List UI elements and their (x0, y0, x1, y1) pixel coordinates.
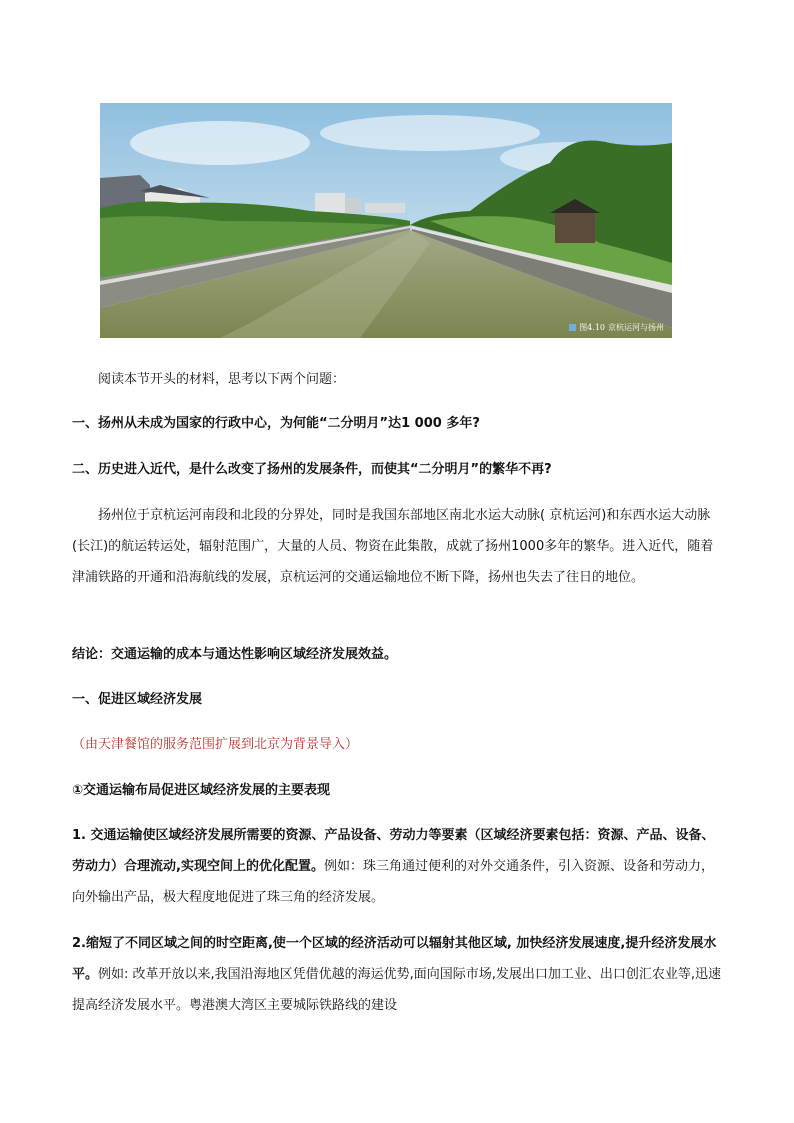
caption-text: 京杭运河与扬州 (608, 323, 664, 332)
point-2-example: 例如: 改革开放以来,我国沿海地区凭借优越的海运优势,面向国际市场,发展出口加工业、出口创汇农业等,迅速提高经济发展水平。粤港澳大湾区主要城际铁路线的建设 (72, 967, 722, 1013)
figure-caption (569, 322, 664, 333)
point-2-bold: 2.缩短了不同区域之间的时空距离,使一个区域的经济活动可以辐射其他区域, 加快经济发展速度,提升经济发展水平。 (72, 936, 717, 982)
caption-square-icon (569, 324, 576, 331)
subheading: ①交通运输布局促进区域经济发展的主要表现 (72, 783, 331, 798)
conclusion: 结论：交通运输的成本与通达性影响区域经济发展效益。 (72, 647, 398, 662)
point-1 (72, 820, 724, 913)
intro-text: 阅读本节开头的材料，思考以下两个问题： (98, 372, 346, 387)
body-paragraph: 扬州位于京杭运河南段和北段的分界处，同时是我国东部地区南北水运大动脉( 京杭运河)和东西水运大动脉(长江)的航运转运处，辐射范围广，大量的人员、物资在此集散，成就了扬州1000多年的繁华。进入近代，随着津浦铁路的开通和沿海航线的发展，京杭运河的交通运输地位不断下降，扬州也失去了往日的地位。 (72, 508, 714, 585)
point-1-example: 例如：珠三角通过便利的对外交通条件，引入资源、设备和劳动力，向外输出产品，极大程度地促进了珠三角的经济发展。 (72, 859, 714, 905)
point-2 (72, 928, 724, 1021)
section-heading: 一、促进区域经济发展 (72, 692, 203, 707)
section-note: （由天津餐馆的服务范围扩展到北京为背景导入） (72, 737, 359, 752)
caption-number: 图4.10 (579, 323, 605, 332)
point-1-bold: 1. 交通运输使区域经济发展所需要的资源、产品设备、劳动力等要素（区域经济要素包括：资源、产品、设备、劳动力）合理流动,实现空间上的优化配置。 (72, 828, 715, 874)
question-1: 一、扬州从未成为国家的行政中心，为何能“二分明月”达1 000 多年? (72, 416, 480, 431)
canal-scene (100, 103, 672, 338)
canal-photo (100, 103, 672, 338)
question-2: 二、历史进入近代，是什么改变了扬州的发展条件，而使其“二分明月”的繁华不再? (72, 462, 552, 477)
